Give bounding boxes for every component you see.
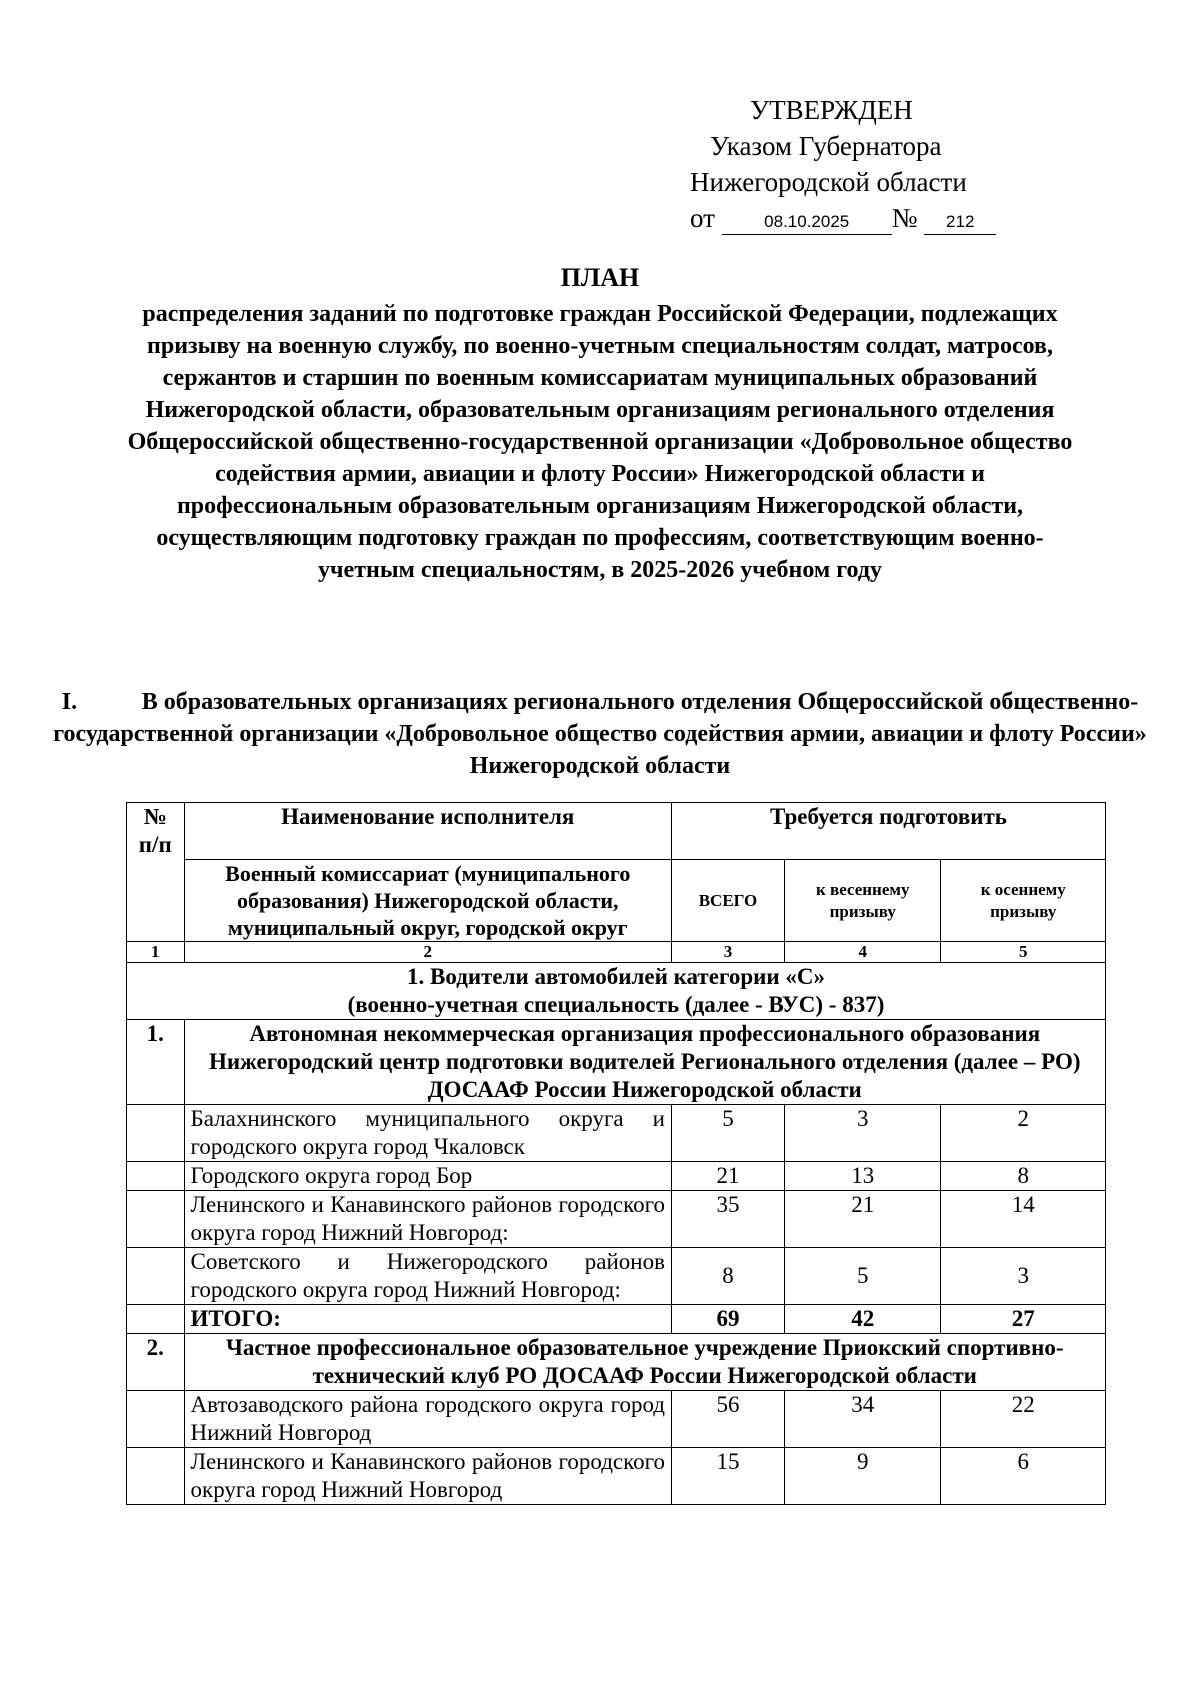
approval-block [690,92,990,236]
total-spring: 42 [785,1305,941,1334]
table-row [127,1191,1106,1248]
table-row [127,1248,1106,1305]
approval-decree: Указом Губернатора [710,131,942,161]
table-header-row-2 [127,860,1106,942]
value-total: 56 [671,1391,784,1448]
org-row [127,1020,1106,1105]
value-autumn: 2 [941,1105,1106,1162]
value-total: 5 [671,1105,784,1162]
commissariat-name: Ленинского и Канавинского районов городского округа город Нижний Новгород: [184,1191,671,1248]
category-vus: (военно-учетная специальность (далее - ВУС) - 837) [347,992,885,1017]
commissariat-name: Балахнинского муниципального округа и городского округа город Чкаловск [184,1105,671,1162]
header-total: ВСЕГО [671,860,784,942]
value-total: 8 [671,1248,784,1305]
org-name: Частное профессиональное образовательное учреждение Приокский спортивно-технический клуб РО ДОСААФ России Нижегородской области [184,1334,1105,1391]
org-number: 2. [127,1334,185,1391]
table-row [127,1391,1106,1448]
col-index-3: 3 [671,942,784,963]
number-label: № [891,203,918,233]
plan-heading: ПЛАН [560,263,640,292]
commissariat-name: Ленинского и Канавинского районов городского округа город Нижний Новгород [184,1448,671,1505]
org-row [127,1334,1106,1391]
value-total: 35 [671,1191,784,1248]
header-executor: Наименование исполнителя [184,803,671,860]
value-spring: 13 [785,1162,941,1191]
decree-number: 212 [924,210,996,235]
table-header-row-1 [127,803,1106,860]
commissariat-name: Автозаводского района городского округа город Нижний Новгород [184,1391,671,1448]
table-row [127,1448,1106,1505]
value-spring: 3 [785,1105,941,1162]
document-title [0,262,1200,586]
col-index-5: 5 [941,942,1106,963]
org-number: 1. [127,1020,185,1105]
value-total: 15 [671,1448,784,1505]
header-required: Требуется подготовить [671,803,1105,860]
value-autumn: 6 [941,1448,1106,1505]
header-commissariat: Военный комиссариат (муниципального образования) Нижегородской области, муниципальный округ, городской округ [184,860,671,942]
distribution-table [126,802,1106,1505]
header-num: № п/п [127,803,185,942]
decree-date: 08.10.2025 [722,210,892,235]
commissariat-name: Городского округа город Бор [184,1162,671,1191]
header-spring: к весеннему призыву [785,860,941,942]
category-row [127,963,1106,1020]
approval-date-line [690,200,990,236]
col-index-4: 4 [785,942,941,963]
approval-heading: УТВЕРЖДЕН [750,95,913,125]
value-autumn: 14 [941,1191,1106,1248]
section-heading [0,686,1200,782]
from-label: от [690,203,715,233]
approval-region: Нижегородской области [690,167,967,197]
value-autumn: 22 [941,1391,1106,1448]
category-cell [127,963,1106,1020]
total-label: ИТОГО: [184,1305,671,1334]
table-row [127,1162,1106,1191]
value-autumn: 8 [941,1162,1106,1191]
value-spring: 21 [785,1191,941,1248]
column-index-row [127,942,1106,963]
col-index-1: 1 [127,942,185,963]
col-index-2: 2 [184,942,671,963]
section-number: I. [61,689,78,715]
value-spring: 9 [785,1448,941,1505]
value-spring: 5 [785,1248,941,1305]
section-title: В образовательных организациях регионального отделения Общероссийской общественно-государственной организации «Добровольное общество содействия армии, авиации и флоту России» Нижегородской области [53,689,1147,779]
total-row [127,1305,1106,1334]
category-title: 1. Водители автомобилей категории «С» [407,964,825,989]
value-total: 21 [671,1162,784,1191]
header-autumn: к осеннему призыву [941,860,1106,942]
plan-subtitle: распределения заданий по подготовке граждан Российской Федерации, подлежащих призыву на военную службу, по военно-учетным специальностям солдат, матросов, сержантов и старшин по военным комиссариатам муниципальных образований Нижегородской области, образовательным организациям регионального отделения Общероссийской общественно-государственной организации «Добровольное общество содействия армии, авиации и флоту России» Нижегородской области и профессиональным образовательным организациям Нижегородской области, осуществляющим подготовку граждан по профессиям, соответствующим военно-учетным специальностям, в 2025-2026 учебном году [127,301,1073,583]
total-sum: 69 [671,1305,784,1334]
table-row [127,1105,1106,1162]
total-autumn: 27 [941,1305,1106,1334]
value-spring: 34 [785,1391,941,1448]
value-autumn: 3 [941,1248,1106,1305]
org-name: Автономная некоммерческая организация профессионального образования Нижегородский центр подготовки водителей Регионального отделения (далее – РО) ДОСААФ России Нижегородской области [184,1020,1105,1105]
commissariat-name: Советского и Нижегородского районов городского округа город Нижний Новгород: [184,1248,671,1305]
